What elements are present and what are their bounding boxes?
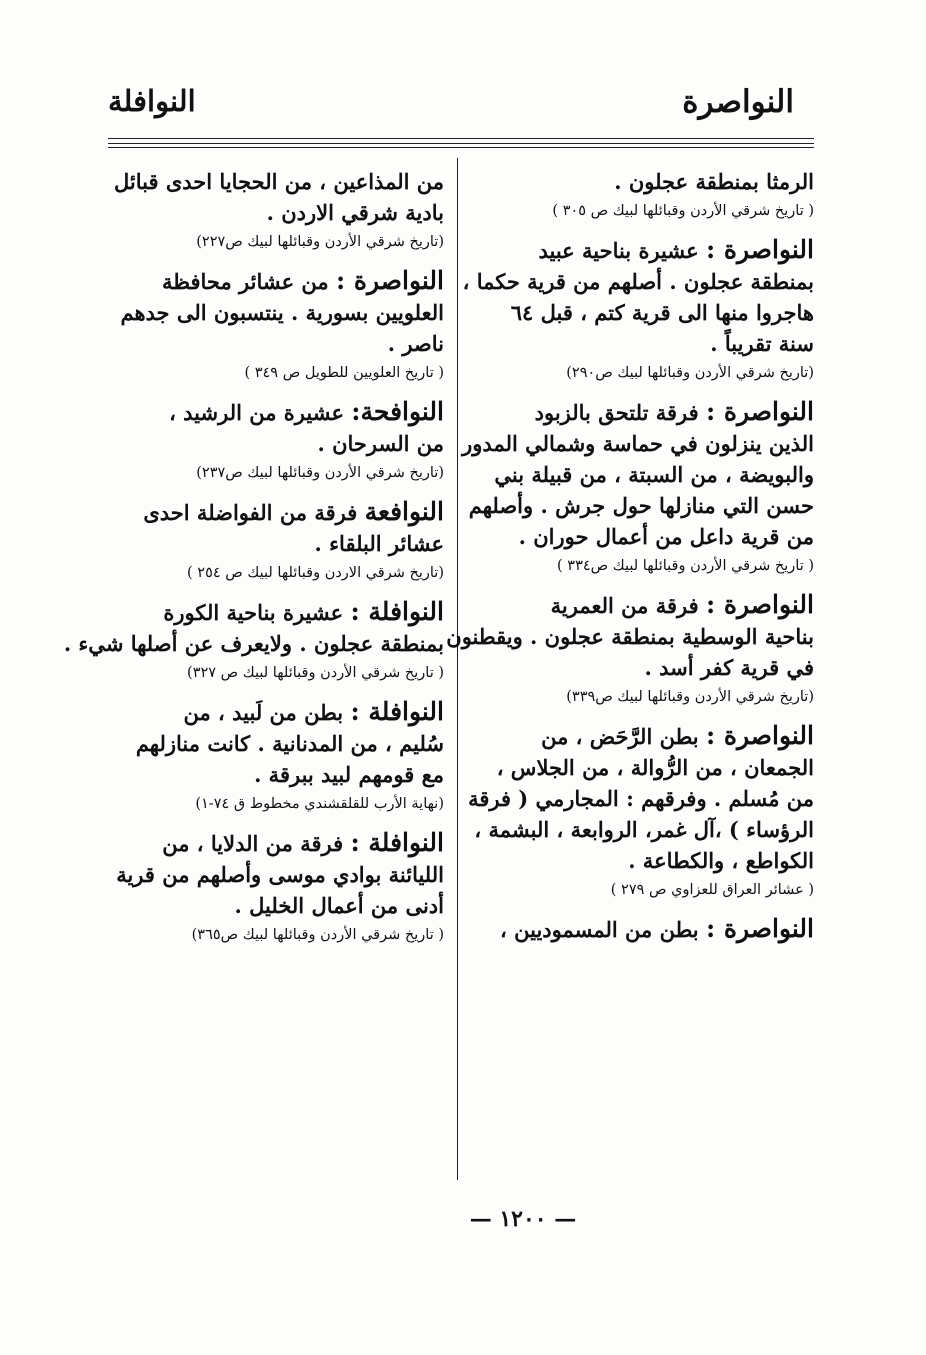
source-citation: (تاريخ شرقي الأردن وقبائلها لبيك ص٣٣٩) xyxy=(566,689,814,705)
entry-line xyxy=(462,428,814,459)
entry-text: من السرحان . xyxy=(317,431,444,456)
entry-line xyxy=(468,490,814,521)
source-citation: (تاريخ شرقي الأردن وقبائلها لبيك ص٢٣٧) xyxy=(196,465,444,481)
entry-text: سُليم ، من المدنانية . كانت منازلهم xyxy=(135,731,444,756)
entry-line xyxy=(474,521,814,552)
entry-text: بمنطقة عجلون . ولايعرف عن أصلها شيء . xyxy=(63,631,444,656)
entry-text: في قرية كفر أسد . xyxy=(644,655,814,680)
entry-line xyxy=(110,728,444,759)
entry-text: فرقة من الفواضلة احدى xyxy=(143,500,358,525)
entry-text: الرمثا بمنطقة عجلون . xyxy=(614,169,814,194)
source-citation: ( تاريخ العلويين للطويل ص ٣٤٩ ) xyxy=(244,365,444,381)
entry-line xyxy=(110,596,444,628)
entry-text: ناصر . xyxy=(387,331,444,356)
dictionary-entry xyxy=(110,696,444,817)
entry-line xyxy=(474,652,814,683)
entry-text: من مُسلم . وفرقهم : المجارمي ( فرقة xyxy=(468,786,814,811)
entry-line xyxy=(474,845,814,876)
entry-line xyxy=(110,696,444,728)
entry-term: النواصرة : xyxy=(705,235,814,264)
entry-line xyxy=(110,396,444,428)
entry-term: النوافلة : xyxy=(350,697,444,726)
entry-line xyxy=(462,266,814,297)
entry-line xyxy=(474,328,814,359)
entry-text: سنة تقريباً . xyxy=(710,331,814,356)
entry-line xyxy=(110,759,444,790)
source-citation: (تاريخ شرقي الأردن وقبائلها لبيك ص٢٢٧) xyxy=(196,234,444,250)
entry-text: الجمعان ، من الرُّوالة ، من الجلاس ، xyxy=(496,755,814,780)
entry-text: فرقة من الدلايا ، من xyxy=(162,831,344,856)
entry-line xyxy=(110,328,444,359)
entry-line xyxy=(474,166,814,197)
entry-text: الكواطع ، والكطاعة . xyxy=(628,848,814,873)
entry-line xyxy=(63,628,444,659)
dictionary-entry xyxy=(446,589,814,710)
running-header-right: النواصرة xyxy=(682,84,794,120)
entry-text: من المذاعين ، من الحجايا احدى قبائل xyxy=(114,169,444,194)
dictionary-entry xyxy=(468,720,814,903)
source-citation: ( تاريخ شرقي الأردن وقبائلها لبيك ص٣٣٤ ) xyxy=(557,558,814,574)
entry-text: الذين ينزلون في حماسة وشمالي المدور xyxy=(462,431,814,456)
entry-term: النوافعة xyxy=(364,497,444,526)
entry-text: أدنى من أعمال الخليل . xyxy=(234,893,444,918)
entry-text: فرقة من العمرية xyxy=(550,593,699,618)
entry-text: هاجروا منها الى قرية كتم ، قبل ٦٤ xyxy=(510,300,814,325)
entry-line xyxy=(110,528,444,559)
entry-text: الرؤساء ) ،آل غمر، الروابعة ، البشمة ، xyxy=(474,817,814,842)
entry-line xyxy=(110,265,444,297)
entry-line xyxy=(474,752,814,783)
entry-text: عشيرة من الرشيد ، xyxy=(169,400,344,425)
entry-term: النواصرة : xyxy=(705,914,814,943)
entry-term: النوافلة : xyxy=(350,597,444,626)
dictionary-entry xyxy=(63,596,444,686)
entry-line xyxy=(474,459,814,490)
entry-text: والبويضة ، من السبتة ، من قبيلة بني xyxy=(494,462,814,487)
entry-text: من عشائر محافظة xyxy=(161,269,329,294)
entry-text: بطن الرَّحَض ، من xyxy=(541,724,699,749)
dictionary-entry xyxy=(110,396,444,486)
dictionary-entry xyxy=(462,234,814,386)
dictionary-entry xyxy=(110,496,444,586)
source-citation: (نهاية الأرب للقلقشندي مخطوط ق ٧٤-١) xyxy=(195,796,444,812)
entry-line xyxy=(474,913,814,945)
dictionary-entry xyxy=(110,827,444,948)
header-rule xyxy=(108,147,814,148)
header-rule xyxy=(108,138,814,139)
entry-line xyxy=(474,589,814,621)
entry-line xyxy=(110,166,444,197)
left-column xyxy=(63,160,444,958)
source-citation: ( عشائر العراق للعزاوي ص ٢٧٩ ) xyxy=(610,882,814,898)
dictionary-entry xyxy=(474,166,814,224)
entry-term: النواصرة : xyxy=(335,266,444,295)
source-citation: (تاريخ شرقي الأردن وقبائلها لبيك ص٢٩٠) xyxy=(566,365,814,381)
source-citation: (تاريخ شرقي الاردن وقبائلها لبيك ص ٢٥٤ ) xyxy=(187,565,444,581)
entry-text: عشيرة بناحية الكورة xyxy=(163,600,344,625)
entry-text: من قرية داعل من أعمال حوران . xyxy=(518,524,814,549)
page-number xyxy=(0,1206,926,1232)
entry-text: فرقة تلتحق بالزبود xyxy=(534,400,699,425)
entry-line xyxy=(110,428,444,459)
entry-text: الليائنة بوادي موسى وأصلهم من قرية xyxy=(116,862,444,887)
source-citation: ( تاريخ شرقي الأردن وقبائلها لبيك ص ٣٢٧) xyxy=(187,665,444,681)
entry-term: النوافحة: xyxy=(351,397,444,426)
dictionary-entry xyxy=(110,166,444,255)
entry-text: عشائر البلقاء . xyxy=(314,531,444,556)
entry-text: بطن من المسموديين ، xyxy=(500,917,699,942)
entry-term: النوافلة : xyxy=(350,828,444,857)
column-divider xyxy=(457,158,458,1180)
source-citation: ( تاريخ شرقي الأردن وقبائلها لبيك ص٣٦٥) xyxy=(191,927,444,943)
entry-line xyxy=(110,859,444,890)
entry-line xyxy=(474,396,814,428)
entry-line xyxy=(110,197,444,228)
page-number-text: — ١٢٠٠ — xyxy=(469,1206,577,1232)
dictionary-entry xyxy=(462,396,814,579)
entry-line xyxy=(468,783,814,814)
entry-line xyxy=(474,814,814,845)
entry-line xyxy=(110,496,444,528)
entry-term: النواصرة : xyxy=(705,590,814,619)
entry-line xyxy=(110,890,444,921)
entry-text: بادية شرقي الاردن . xyxy=(266,200,444,225)
entry-text: عشيرة بناحية عبيد xyxy=(538,238,699,263)
entry-line xyxy=(446,621,814,652)
entry-term: النواصرة : xyxy=(705,397,814,426)
entry-line xyxy=(474,297,814,328)
running-header-left: النوافلة xyxy=(108,84,196,118)
header-rule xyxy=(108,143,814,144)
entry-text: بناحية الوسطية بمنطقة عجلون . ويقطنون xyxy=(446,624,814,649)
entry-term: النواصرة : xyxy=(705,721,814,750)
dictionary-entry xyxy=(110,265,444,386)
entry-text: بمنطقة عجلون . أصلهم من قرية حكما ، xyxy=(462,269,814,294)
entry-text: حسن التي منازلها حول جرش . وأصلهم xyxy=(468,493,814,518)
entry-line xyxy=(474,720,814,752)
entry-text: العلويين بسورية . ينتسبون الى جدهم xyxy=(120,300,444,325)
dictionary-entry xyxy=(474,913,814,945)
entry-line xyxy=(110,297,444,328)
right-column xyxy=(446,160,814,949)
source-citation: ( تاريخ شرقي الأردن وقبائلها لبيك ص ٣٠٥ ) xyxy=(552,203,814,219)
entry-line xyxy=(474,234,814,266)
entry-line xyxy=(110,827,444,859)
entry-text: مع قومهم لبيد ببرقة . xyxy=(254,762,444,787)
entry-text: بطن من لَبيد ، من xyxy=(183,700,344,725)
